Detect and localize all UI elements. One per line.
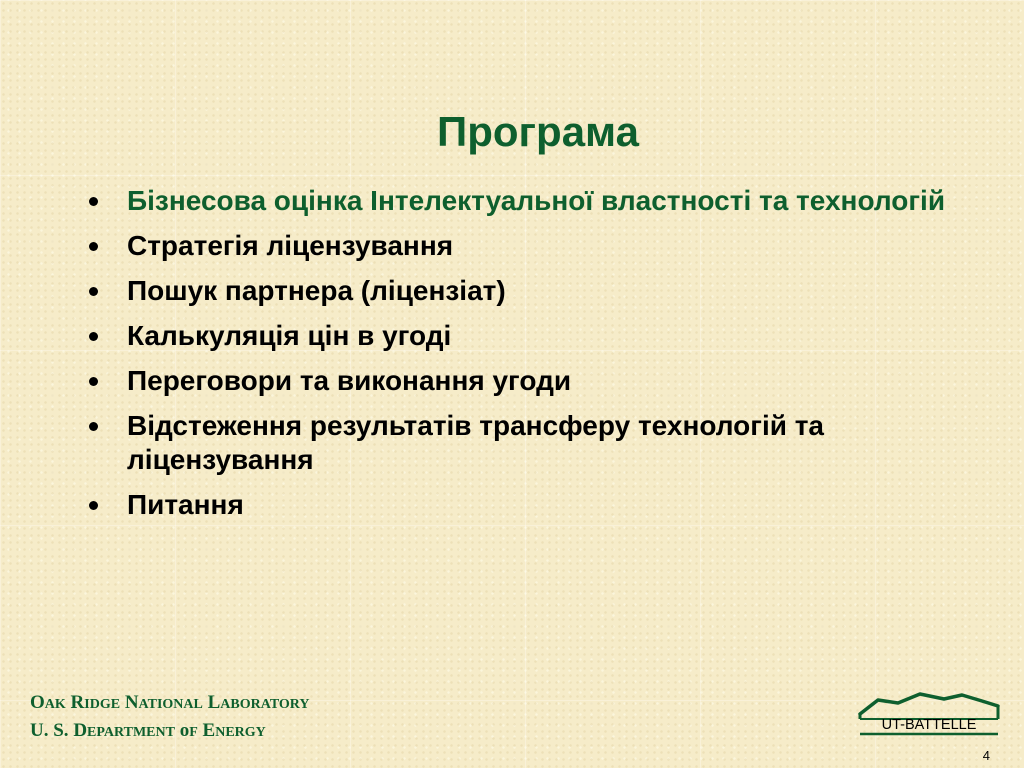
- ut-battelle-logo: [858, 690, 1000, 738]
- bullet-dot-icon: [89, 332, 98, 341]
- bullet-dot-icon: [89, 197, 98, 206]
- bullet-text: Пошук партнера (ліцензіат): [127, 275, 506, 306]
- bullet-dot-icon: [89, 422, 98, 431]
- bullet-item-questions: [82, 488, 962, 522]
- bullet-item-licensing-strategy: [82, 229, 962, 263]
- logo-text: UT-BATTELLE: [881, 717, 977, 733]
- bullet-dot-icon: [89, 242, 98, 251]
- bullet-list: [82, 184, 962, 533]
- bullet-item-negotiations: [82, 364, 962, 398]
- bullet-text: Стратегія ліцензування: [127, 230, 454, 261]
- bullet-item-partner-search: [82, 274, 962, 308]
- slide-title: Програма: [437, 108, 639, 155]
- bullet-dot-icon: [89, 287, 98, 296]
- org-line-2: U. S. DEPARTMENT oF ENERGY: [30, 720, 266, 741]
- bullet-item-price-calculation: [82, 319, 962, 353]
- bullet-item-ip-valuation: [82, 184, 962, 218]
- footer-organization: [30, 690, 310, 746]
- bullet-text: Бізнесова оцінка Інтелектуальної властності та технологій: [127, 185, 946, 216]
- bullet-text: Калькуляція цін в угоді: [127, 320, 452, 351]
- bullet-dot-icon: [89, 501, 98, 510]
- bullet-item-tracking-results: [82, 409, 962, 477]
- org-line-1: OAK RIDGE NATIONAL LABORATORY: [30, 692, 310, 713]
- page-number: 4: [982, 748, 990, 763]
- bullet-text: Переговори та виконання угоди: [127, 365, 572, 396]
- bullet-text: Відстеження результатів трансферу технологій та ліцензування: [127, 410, 825, 475]
- bullet-dot-icon: [89, 377, 98, 386]
- bullet-text: Питання: [127, 489, 244, 520]
